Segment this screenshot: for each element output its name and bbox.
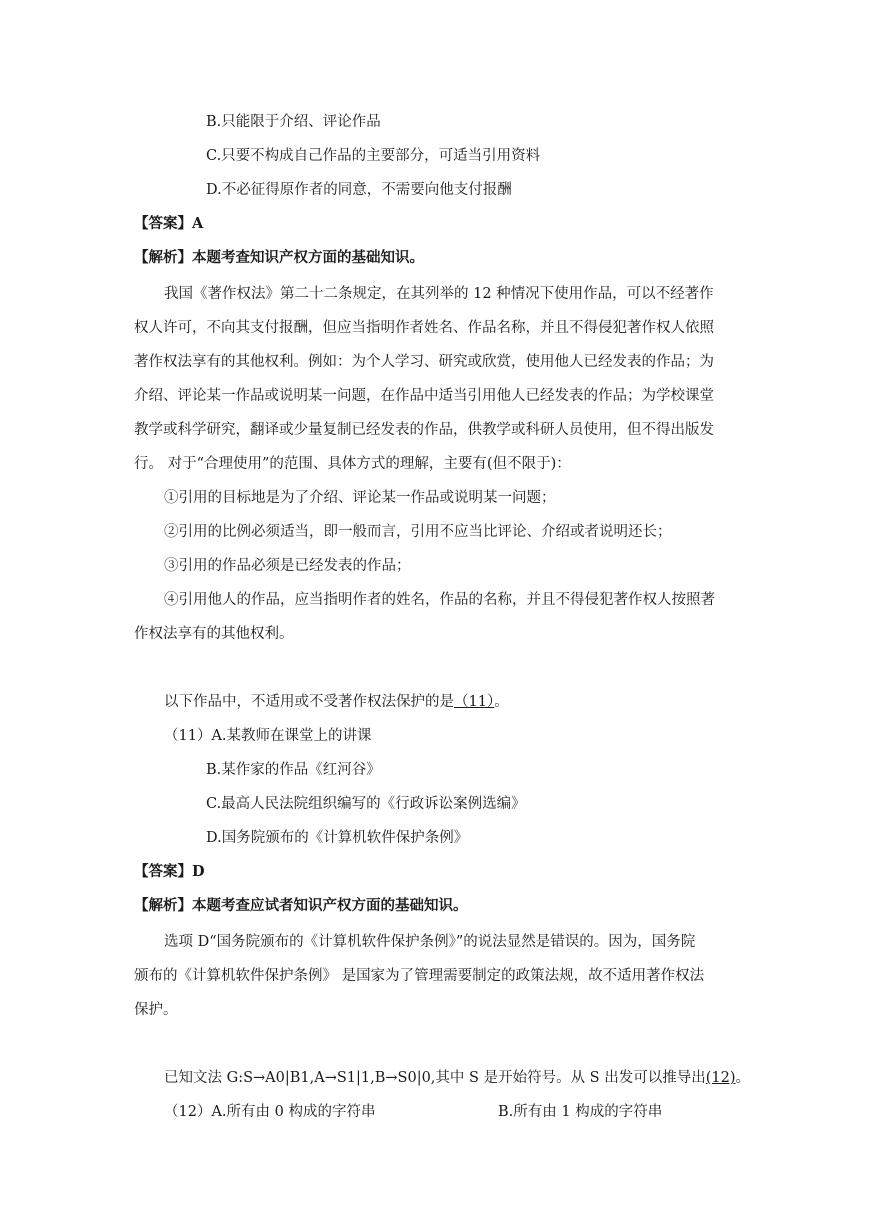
q12-option-a: （12）A.所有由 0 构成的字符串	[164, 1104, 376, 1120]
q10-point-4: ④引用他人的作品，应当指明作者的姓名，作品的名称，并且不得侵犯著作权人按照著	[164, 592, 715, 608]
q11-option-c: C.最高人民法院组织编写的《行政诉讼案例选编》	[206, 796, 526, 812]
q10-analysis-line: 行。 对于“合理使用”的范围、具体方式的理解，主要有(但不限于)：	[134, 456, 571, 472]
q10-analysis-line: 教学或科学研究，翻译或少量复制已经发表的作品，供教学或科研人员使用，但不得出版发	[134, 422, 714, 438]
q10-point-4-cont: 作权法享有的其他权利。	[134, 626, 294, 642]
q10-point-2: ②引用的比例必须适当，即一般而言，引用不应当比评论、介绍或者说明还长；	[164, 524, 672, 540]
q11-analysis-line: 颁布的《计算机软件保护条例》 是国家为了管理需要制定的政策法规，故不适用著作权法	[134, 968, 705, 984]
q11-option-a: （11）A.某教师在课堂上的讲课	[164, 728, 372, 744]
q10-analysis-line: 权人许可，不向其支付报酬，但应当指明作者姓名、作品名称，并且不得侵犯著作权人依照	[134, 320, 714, 336]
q10-answer	[134, 214, 203, 234]
q10-point-1: ①引用的目标地是为了介绍、评论某一作品或说明某一问题；	[164, 490, 556, 506]
q10-analysis-line: 著作权法享有的其他权利。例如：为个人学习、研究或欣赏，使用他人已经发表的作品；为	[134, 354, 714, 370]
q11-analysis-line: 保护。	[134, 1002, 178, 1018]
q10-analysis-line: 我国《著作权法》第二十二条规定，在其列举的 12 种情况下使用作品，可以不经著作	[164, 286, 714, 302]
q10-option-d: D.不必征得原作者的同意，不需要向他支付报酬	[206, 182, 512, 198]
q11-stem-text: 以下作品中，不适用或不受著作权法保护的是	[164, 694, 454, 710]
q11-stem	[164, 692, 509, 712]
q11-analysis-line: 选项 D“国务院颁布的《计算机软件保护条例》”的说法显然是错误的。因为，国务院	[164, 934, 696, 950]
q10-point-3: ③引用的作品必须是已经发表的作品；	[164, 558, 411, 574]
q11-analysis-heading	[134, 896, 468, 916]
q12-stem	[164, 1068, 750, 1088]
q10-option-b: B.只能限于介绍、评论作品	[206, 114, 381, 130]
analysis-title: 本题考查应试者知识产权方面的基础知识。	[192, 897, 468, 914]
analysis-title: 本题考查知识产权方面的基础知识。	[192, 249, 424, 266]
answer-label: 【答案】	[134, 863, 192, 880]
q10-analysis-line: 介绍、评论某一作品或说明某一问题，在作品中适当引用他人已经发表的作品；为学校课堂	[134, 388, 714, 404]
q11-option-d: D.国务院颁布的《计算机软件保护条例》	[206, 830, 469, 846]
q11-stem-end: 。	[494, 694, 509, 710]
q12-stem-text: 已知文法 G:S→A0|B1,A→S1|1,B→S0|0,其中 S 是开始符号。从 S 出发可以推导出	[164, 1070, 706, 1086]
answer-label: 【答案】	[134, 215, 192, 232]
analysis-label: 【解析】	[134, 897, 192, 914]
answer-value: D	[192, 863, 205, 880]
q10-analysis-heading	[134, 248, 424, 268]
q11-answer	[134, 862, 205, 882]
answer-value: A	[192, 215, 204, 232]
q12-option-b: B.所有由 1 构成的字符串	[498, 1104, 663, 1120]
q11-option-b: B.某作家的作品《红河谷》	[206, 762, 381, 778]
analysis-label: 【解析】	[134, 249, 192, 266]
q12-stem-end: 。	[735, 1070, 750, 1086]
q12-blank: (12)	[705, 1070, 736, 1086]
q10-option-c: C.只要不构成自己作品的主要部分，可适当引用资料	[206, 148, 541, 164]
q11-blank: （11）	[454, 694, 495, 710]
